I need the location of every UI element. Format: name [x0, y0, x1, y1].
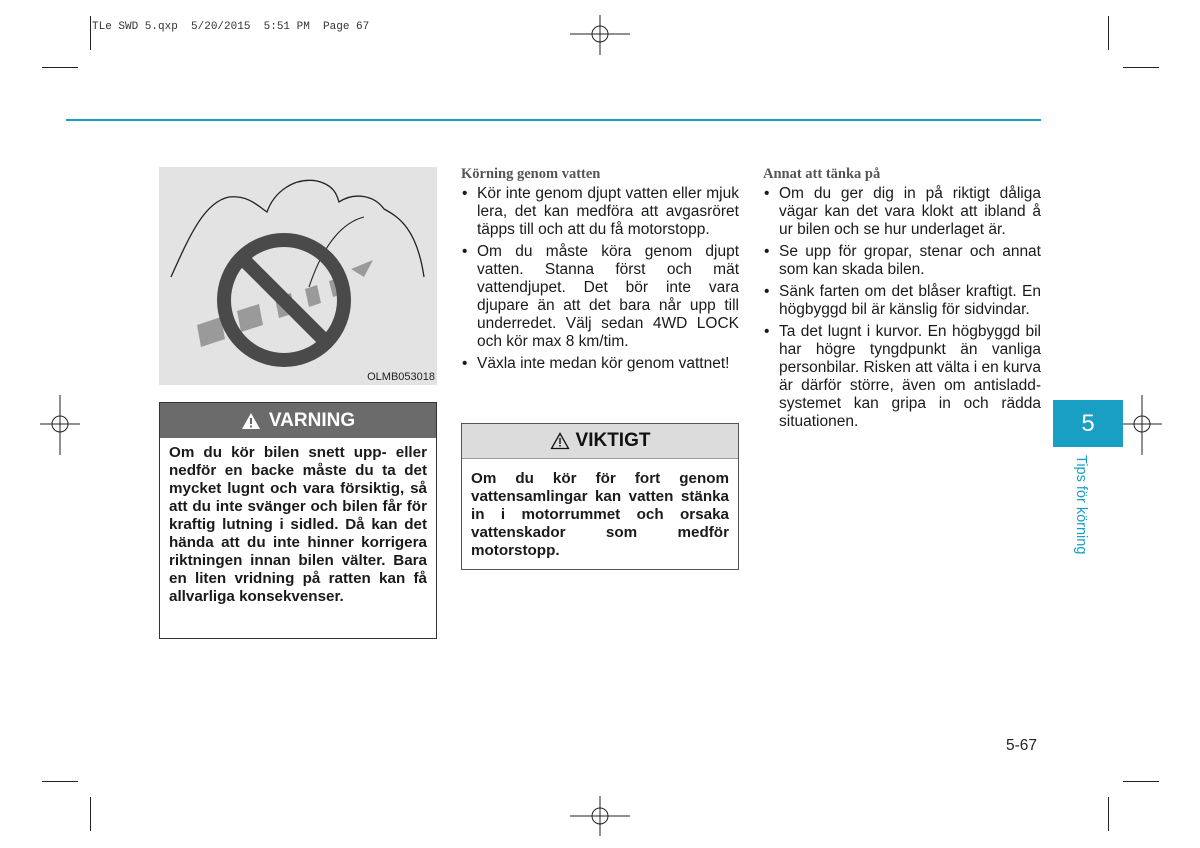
other-section-heading: Annat att tänka på	[763, 166, 881, 182]
water-section	[461, 165, 739, 377]
registration-mark-top	[570, 15, 630, 55]
list-item: • Växla inte medan kör genom vattnet!	[461, 355, 739, 373]
figure-code: OLMB053018	[367, 371, 435, 383]
registration-mark-bottom	[570, 796, 630, 836]
important-title: VIKTIGT	[575, 430, 651, 451]
important-box	[461, 423, 739, 570]
warning-triangle-icon	[241, 412, 261, 430]
no-entry-prohibition-icon	[224, 240, 344, 360]
illustration	[159, 167, 437, 385]
list-item: • Om du ger dig in på riktigt dåliga vägar kan det vara klokt att ibland å ur bilen och se hur underlaget är.	[763, 185, 1041, 239]
chapter-tab	[1053, 400, 1123, 447]
printer-slug: TLe SWD 5.qxp 5/20/2015 5:51 PM Page 67	[92, 21, 370, 33]
water-section-list	[461, 185, 739, 373]
warning-title: VARNING	[268, 409, 356, 431]
important-text: Om du kör för fort genom vattensamlingar kan vatten stänka in i motorrummet och orsaka vattenskador som medför motorstopp.	[471, 470, 729, 559]
warning-header	[160, 403, 436, 438]
list-item: • Se upp för gropar, stenar och annat som kan skada bilen.	[763, 243, 1041, 279]
list-item: • Kör inte genom djupt vatten eller mjuk lera, det kan medföra att avgasröret täpps till och att du få motorstopp.	[461, 185, 739, 239]
registration-mark-left	[40, 395, 80, 455]
chapter-title: Tips för körning	[1073, 455, 1089, 555]
other-section-list	[763, 185, 1041, 431]
important-header	[462, 424, 738, 459]
list-item: • Ta det lugnt i kurvor. En högbyggd bil har högre tyngdpunkt än vanliga personbilar. Risken att välta i en kurva är därför större, även om antisladd-systemet kan gripa in och rädda situationen.	[763, 323, 1041, 431]
page-number: 5-67	[1006, 737, 1038, 754]
warning-text: Om du kör bilen snett upp- eller nedför en backe måste du ta det mycket lugnt och vara försiktig, så att du inte svänger och bilen får för kraftig lutning i sidled. Då kan det hända att du inte hinner korrigera riktningen innan bilen välter. Bara en liten vridning på ratten kan få allvarliga konsekvenser.	[169, 444, 427, 605]
chapter-number: 5	[1081, 409, 1095, 437]
header-rule	[66, 119, 1041, 121]
other-section	[763, 165, 1041, 435]
caution-triangle-icon	[550, 432, 570, 450]
registration-mark-right	[1122, 395, 1162, 455]
water-section-heading: Körning genom vatten	[461, 166, 601, 182]
list-item: • Om du måste köra genom djupt vatten. Stanna först och mät vattendjupet. Det bör inte vara djupare än att det bara når upp till underredet. Välj sedan 4WD LOCK och kör max 8 km/tim.	[461, 243, 739, 351]
warning-box	[159, 402, 437, 639]
list-item: • Sänk farten om det blåser kraftigt. En högbyggd bil är känslig för sidvindar.	[763, 283, 1041, 319]
